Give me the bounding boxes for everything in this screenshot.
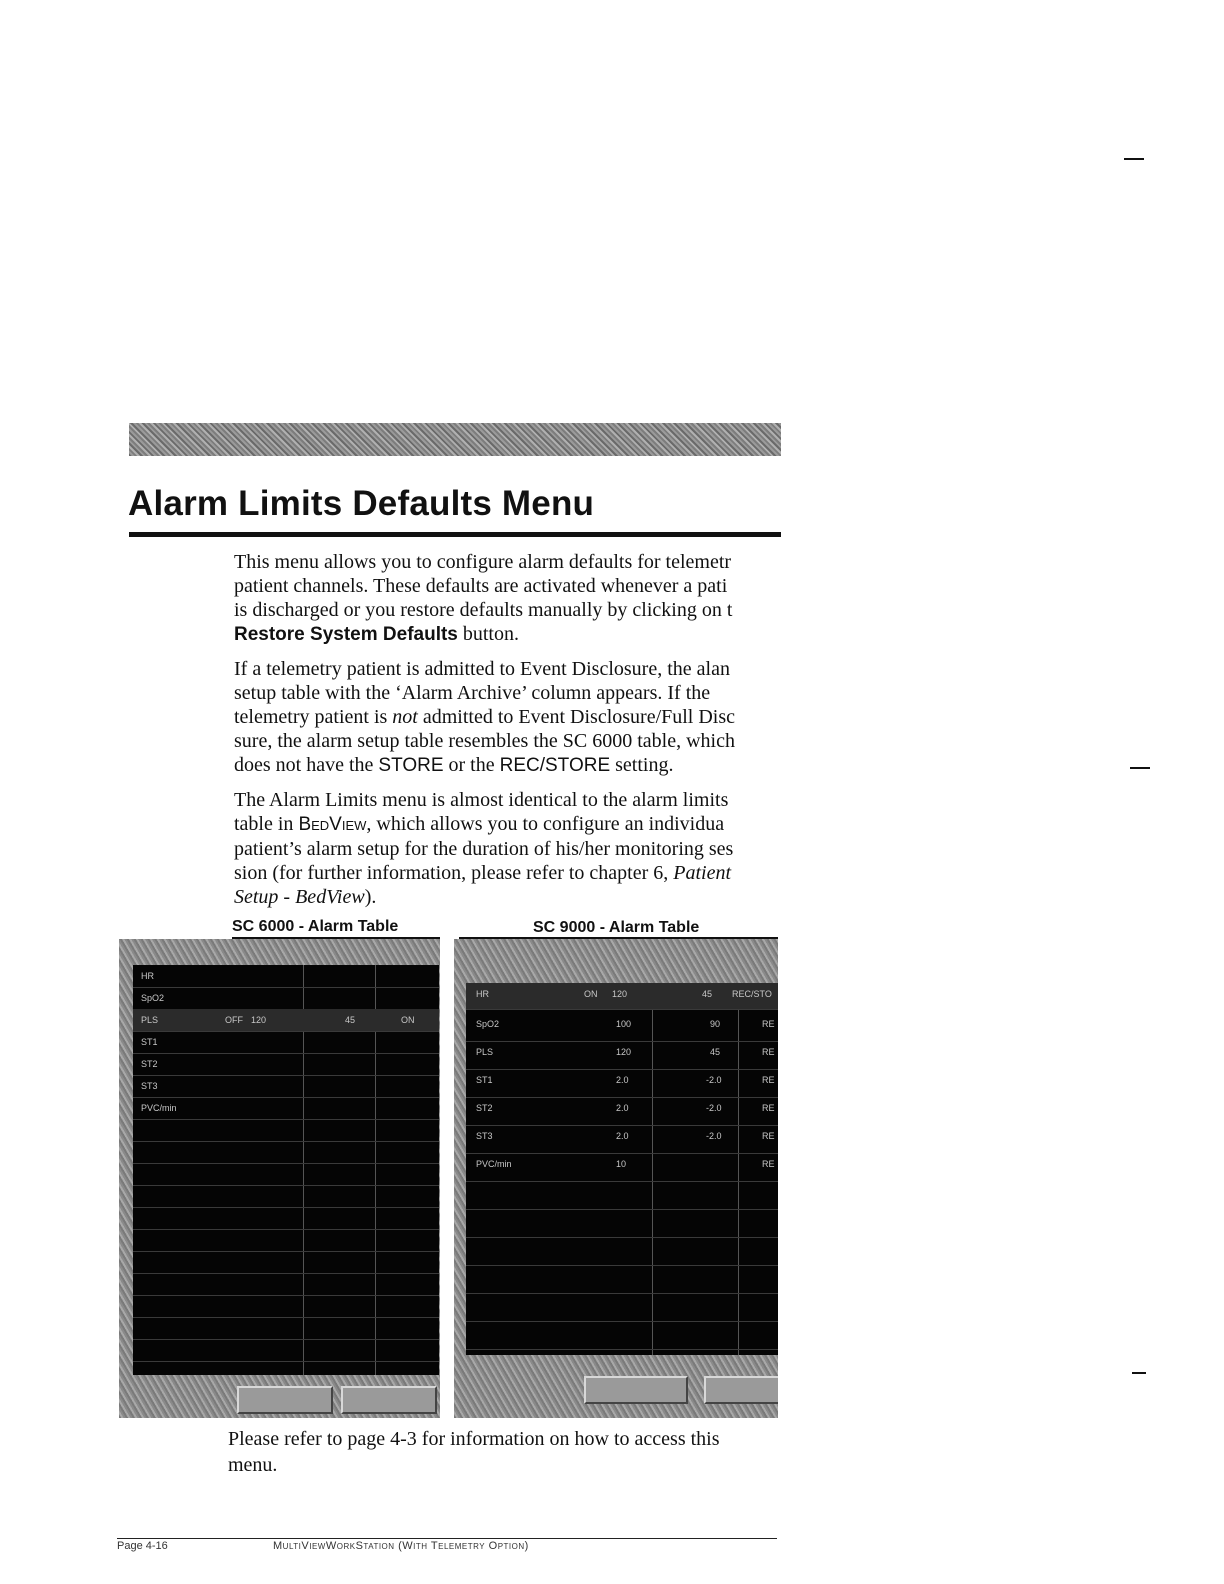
action-value: RE [762,1131,775,1141]
row-label: ST3 [476,1131,493,1141]
p3-line-5-post: ). [364,886,377,908]
p2-line-5-post: setting. [610,754,674,776]
table-row [133,1141,439,1164]
high-limit: 120 [612,989,628,999]
footer-rule [117,1538,777,1539]
action-value: RE [762,1047,775,1057]
low-limit: -2.0 [706,1103,722,1113]
page-title: Alarm Limits Defaults Menu [128,484,595,523]
table-row [133,1251,439,1274]
footer-page-number: Page 4-16 [117,1540,168,1552]
intro-paragraph [234,550,782,647]
margin-mark [1124,158,1144,160]
action-value: REC/STO [732,989,772,999]
table-row [466,1041,778,1070]
p2-line-4: sure, the alarm setup table resembles the SC 6000 table, which [234,730,735,752]
action-value: RE [762,1159,775,1169]
p3-line-2 [234,812,782,837]
table-row [133,965,439,988]
closing-line-2: menu. [228,1454,278,1476]
p2-line-3-pre: telemetry patient is [234,706,393,728]
margin-mark [1132,1372,1146,1374]
row-label: ST2 [141,1059,158,1069]
low-limit: 45 [702,989,713,999]
row-label: SpO2 [476,1019,500,1029]
p2-line-3-em: not [392,706,418,728]
table-row [133,1075,439,1098]
table-row [466,1153,778,1182]
p2-line-2: setup table with the ‘Alarm Archive’ column appears. If the [234,682,711,704]
table-row [133,1229,439,1252]
ok-button[interactable] [584,1376,688,1404]
body-text [234,550,782,919]
sc6000-grid [133,965,439,1375]
high-limit: 10 [616,1159,627,1169]
table-row [133,1295,439,1318]
table-row [466,1293,778,1322]
table-row [133,1119,439,1142]
high-limit: 2.0 [616,1131,629,1141]
row-label: ST2 [476,1103,493,1113]
p2-line-5-pre: does not have the [234,754,379,776]
row-label: PLS [476,1047,494,1057]
p2-line-1: If a telemetry patient is admitted to Event Disclosure, the alan [234,658,730,680]
table-row [133,1097,439,1120]
p3-line-4-pre: sion (for further information, please refer to chapter 6, [234,862,674,884]
restore-defaults-button-ref: Restore System Defaults [234,624,458,645]
intro-line-4 [234,622,782,647]
table-row [466,1013,778,1042]
intro-suffix: button. [457,623,519,645]
p2-line-5-mid: or the [443,754,500,776]
row-label: HR [476,989,489,999]
archive-paragraph [234,657,782,778]
intro-line-2: patient channels. These defaults are activated whenever a pati [234,575,728,597]
high-limit: 100 [616,1019,632,1029]
row-label: SpO2 [141,993,165,1003]
row-label: ST3 [141,1081,158,1091]
p3-line-5-em: Setup - BedView [234,886,365,908]
high-limit: 120 [251,1015,267,1025]
p3-line-4 [234,861,782,885]
bedview-name: BedView [298,814,367,835]
row-label: PVC/min [141,1103,177,1113]
table-row [466,1209,778,1238]
cancel-button[interactable] [704,1376,778,1404]
p2-line-3-post: admitted to Event Disclosure/Full Disc [417,706,736,728]
sc6000-caption: SC 6000 - Alarm Table [232,918,399,935]
cancel-button[interactable] [341,1386,437,1414]
table-row [133,1207,439,1230]
p3-line-2-pre: table in [234,813,299,835]
table-row [466,1181,778,1210]
on-value: ON [584,989,598,999]
store-setting: STORE [378,755,444,776]
margin-mark [1130,767,1150,769]
table-row [466,1321,778,1350]
rec-store-setting: REC/STORE [499,755,611,776]
sc9000-alarm-table-screenshot [454,939,778,1418]
p3-line-1: The Alarm Limits menu is almost identical to the alarm limits [234,789,729,811]
table-row [466,1237,778,1266]
sc6000-alarm-table-screenshot [119,939,440,1418]
title-rule [129,532,781,537]
table-row [466,1125,778,1154]
p2-line-5 [234,753,782,778]
table-row [133,1317,439,1340]
p3-line-5 [234,885,782,909]
p3-line-4-em: Patient [673,862,732,884]
table-row [133,1031,439,1054]
high-limit: 2.0 [616,1075,629,1085]
table-row [133,1053,439,1076]
row-label: ST1 [141,1037,158,1047]
action-value: RE [762,1103,775,1113]
high-limit: 2.0 [616,1103,629,1113]
table-row [133,1009,439,1032]
table-row [133,987,439,1010]
intro-line-1: This menu allows you to configure alarm defaults for telemetr [234,551,732,573]
row-label: HR [141,971,154,981]
row-label: PVC/min [476,1159,512,1169]
bedview-paragraph [234,788,782,909]
table-row [133,1339,439,1362]
row-label: PLS [141,1015,159,1025]
high-limit: 120 [616,1047,632,1057]
low-limit: -2.0 [706,1075,722,1085]
intro-line-3: is discharged or you restore defaults manually by clicking on t [234,599,733,621]
section-header-band [129,423,781,456]
table-row [466,1265,778,1294]
table-row [133,1185,439,1208]
table-row [466,1097,778,1126]
footer-doc-title: MultiViewWorkStation (With Telemetry Option) [273,1540,529,1552]
low-limit: 90 [710,1019,721,1029]
p3-line-2-post: , which allows you to configure an individua [366,813,725,835]
p2-line-3 [234,705,782,729]
table-row [466,983,778,1010]
table-row [466,1069,778,1098]
on-value: ON [401,1015,415,1025]
action-value: RE [762,1019,775,1029]
low-limit: 45 [345,1015,356,1025]
sc9000-caption: SC 9000 - Alarm Table [533,919,700,936]
action-value: RE [762,1075,775,1085]
closing-paragraph [228,1426,788,1478]
off-value: OFF [225,1015,243,1025]
row-label: ST1 [476,1075,493,1085]
p3-line-3: patient’s alarm setup for the duration of his/her monitoring ses [234,838,734,860]
sc9000-grid [466,983,778,1355]
low-limit: 45 [710,1047,721,1057]
table-row [133,1163,439,1186]
table-row [133,1273,439,1296]
low-limit: -2.0 [706,1131,722,1141]
closing-line-1: Please refer to page 4-3 for information on how to access this [228,1428,720,1450]
ok-button[interactable] [237,1386,333,1414]
